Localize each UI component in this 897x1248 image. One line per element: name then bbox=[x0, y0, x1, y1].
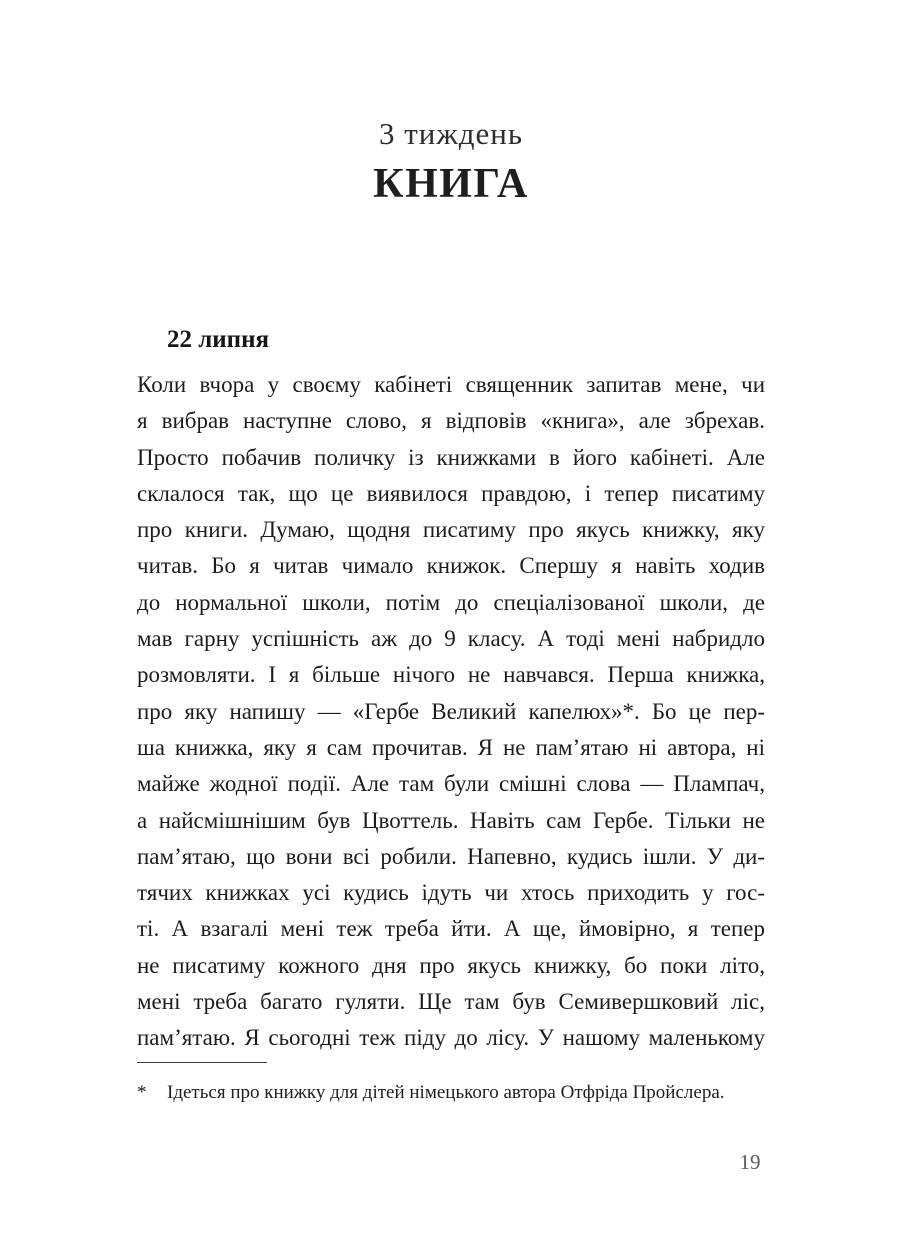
body-line: Коли вчора у своєму кабінеті священник запитав мене, чи bbox=[137, 372, 765, 397]
footnote-text: Ідеться про книжку для дітей німецького автора Отфріда Пройслера. bbox=[167, 1082, 725, 1103]
footnote-marker: * bbox=[137, 1082, 147, 1103]
body-line: про книги. Думаю, щодня писатиму про якусь книжку, яку bbox=[137, 517, 765, 543]
body-line: розмовляти. І я більше нічого не навчався. Перша книжка, bbox=[137, 662, 765, 688]
body-line: про яку напишу — «Гербе Великий капелюх»*. Бо це пер- bbox=[137, 698, 765, 724]
body-line: а найсмішнішим був Цвоттель. Навіть сам Гербе. Тільки не bbox=[137, 807, 765, 833]
body-line: мені треба багато гуляти. Ще там був Семивершковий ліс, bbox=[137, 989, 765, 1015]
body-line: майже жодної події. Але там були смішні слова — Плампач, bbox=[137, 771, 765, 797]
week-label: 3 тиждень bbox=[378, 116, 524, 151]
body-line: ша книжка, яку я сам прочитав. Я не пам’ятаю ні автора, ні bbox=[137, 734, 765, 760]
body-line: до нормальної школи, потім до спеціалізованої школи, де bbox=[137, 589, 765, 615]
body-line: склалося так, що це виявилося правдою, і тепер писатиму bbox=[137, 480, 765, 506]
entry-body bbox=[137, 367, 765, 1057]
body-line: пам’ятаю, що вони всі робили. Напевно, кудись ішли. У ди- bbox=[137, 843, 765, 869]
body-line: читав. Бо я читав чимало книжок. Спершу я навіть ходив bbox=[137, 553, 765, 579]
body-line: ті. А взагалі мені теж треба йти. А ще, ймовірно, я тепер bbox=[137, 916, 765, 942]
body-line: пам’ятаю. Я сьогодні теж піду до лісу. У нашому маленькому bbox=[137, 1025, 765, 1051]
chapter-title: КНИГА bbox=[373, 161, 529, 207]
footnote bbox=[137, 1080, 765, 1106]
footnote-divider bbox=[137, 1062, 267, 1063]
entry-date-heading: 22 липня bbox=[167, 326, 270, 353]
page-number: 19 bbox=[739, 1150, 761, 1174]
body-line: мав гарну успішність аж до 9 класу. А тоді мені набридло bbox=[137, 626, 765, 652]
body-line: тячих книжках усі кудись ідуть чи хтось приходить у гос- bbox=[137, 880, 765, 906]
body-line: Просто побачив поличку із книжками в його кабінеті. Але bbox=[137, 444, 765, 470]
body-line: не писатиму кожного дня про якусь книжку, бо поки літо, bbox=[137, 952, 765, 978]
body-line: я вибрав наступне слово, я відповів «книга», але збрехав. bbox=[137, 408, 765, 434]
